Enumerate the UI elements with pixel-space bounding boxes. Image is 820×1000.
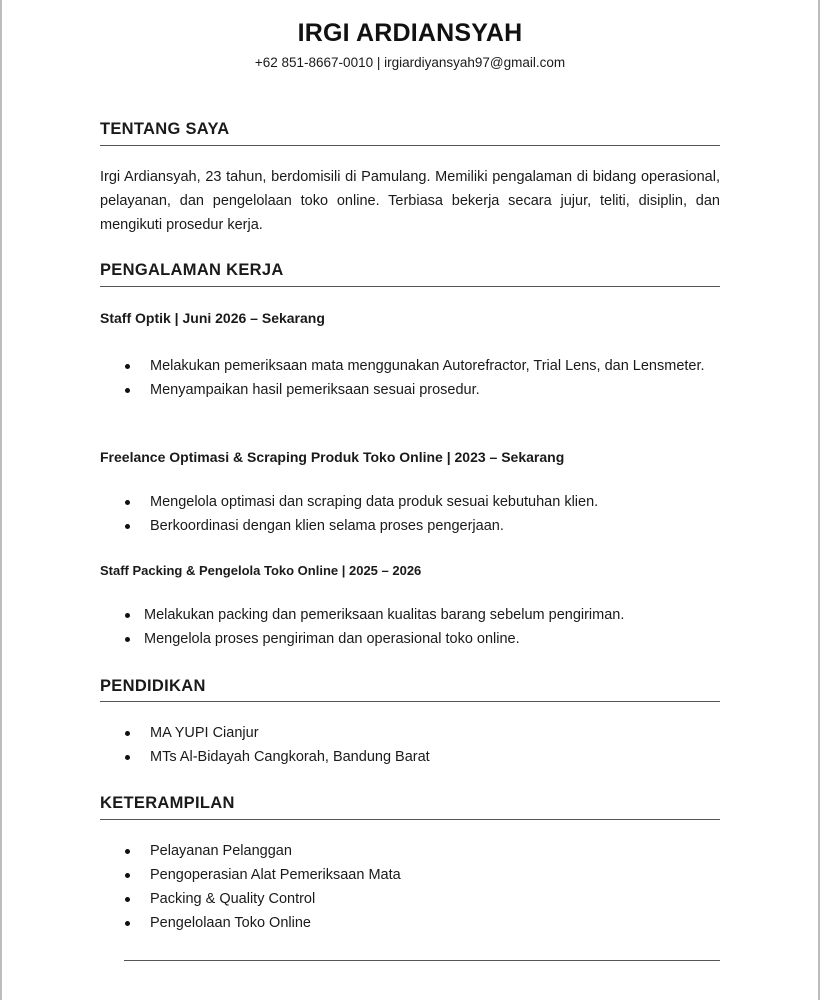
list-item (150, 745, 720, 769)
bullet-icon (125, 921, 130, 926)
section-divider (100, 819, 720, 820)
bullet-icon (125, 637, 130, 642)
page-border-left (0, 0, 2, 1000)
job-duties-list (144, 603, 720, 651)
candidate-name: IRGI ARDIANSYAH (297, 19, 523, 47)
list-item-text: MTs Al-Bidayah Cangkorah, Bandung Barat (150, 749, 430, 765)
list-item-text: Berkoordinasi dengan klien selama proses pengerjaan. (150, 518, 504, 534)
list-item (150, 490, 720, 514)
footer-divider (124, 960, 720, 961)
list-item-text: Mengelola optimasi dan scraping data produk sesuai kebutuhan klien. (150, 494, 599, 510)
job-duties-list (150, 490, 720, 538)
list-item-text: Packing & Quality Control (150, 891, 316, 907)
education-list (150, 721, 720, 769)
list-item (144, 603, 720, 627)
section-title-education: PENDIDIKAN (100, 677, 206, 695)
bullet-icon (125, 364, 130, 369)
bullet-icon (125, 849, 130, 854)
skills-list (150, 839, 720, 935)
section-title-skills: KETERAMPILAN (100, 794, 235, 812)
bullet-icon (125, 524, 130, 529)
list-item (150, 863, 720, 887)
about-paragraph: Irgi Ardiansyah, 23 tahun, berdomisili di Pamulang. Memiliki pengalaman di bidang operasional, pelayanan, dan pengelolaan toko online. Terbiasa bekerja secara jujur, teliti, disiplin, dan mengikuti prosedur kerja. (100, 169, 720, 233)
bullet-icon (125, 613, 130, 618)
list-item-text: Mengelola proses pengiriman dan operasional toko online. (144, 631, 520, 647)
list-item (150, 378, 720, 402)
section-divider (100, 286, 720, 287)
bullet-icon (125, 731, 130, 736)
list-item-text: Pelayanan Pelanggan (150, 843, 292, 859)
contact-info: +62 851-8667-0010 | irgiardiyansyah97@gmail.com (254, 55, 566, 70)
bullet-icon (125, 388, 130, 393)
bullet-icon (125, 897, 130, 902)
section-divider (100, 701, 720, 702)
list-item (150, 887, 720, 911)
list-item (150, 514, 720, 538)
list-item (144, 627, 720, 651)
bullet-icon (125, 755, 130, 760)
section-title-about: TENTANG SAYA (100, 120, 230, 138)
resume-document (100, 0, 720, 931)
list-item-text: Melakukan packing dan pemeriksaan kualitas barang sebelum pengiriman. (144, 607, 625, 623)
section-title-experience: PENGALAMAN KERJA (100, 261, 284, 279)
list-item-text: Pengelolaan Toko Online (150, 915, 311, 931)
section-divider (100, 145, 720, 146)
bullet-icon (125, 873, 130, 878)
bullet-icon (125, 500, 130, 505)
job-title: Freelance Optimasi & Scraping Produk Toko Online | 2023 – Sekarang (100, 449, 565, 465)
list-item (150, 911, 720, 935)
list-item-text: MA YUPI Cianjur (150, 725, 259, 741)
list-item (150, 839, 720, 863)
list-item-text: Pengoperasian Alat Pemeriksaan Mata (150, 867, 401, 883)
list-item-text: Menyampaikan hasil pemeriksaan sesuai prosedur. (150, 382, 480, 398)
list-item-text: Melakukan pemeriksaan mata menggunakan Autorefractor, Trial Lens, dan Lensmeter. (150, 358, 705, 374)
list-item (150, 721, 720, 745)
job-title: Staff Packing & Pengelola Toko Online | 2025 – 2026 (100, 563, 422, 578)
list-item (150, 354, 720, 378)
job-title: Staff Optik | Juni 2026 – Sekarang (100, 310, 325, 326)
job-duties-list (150, 354, 720, 402)
